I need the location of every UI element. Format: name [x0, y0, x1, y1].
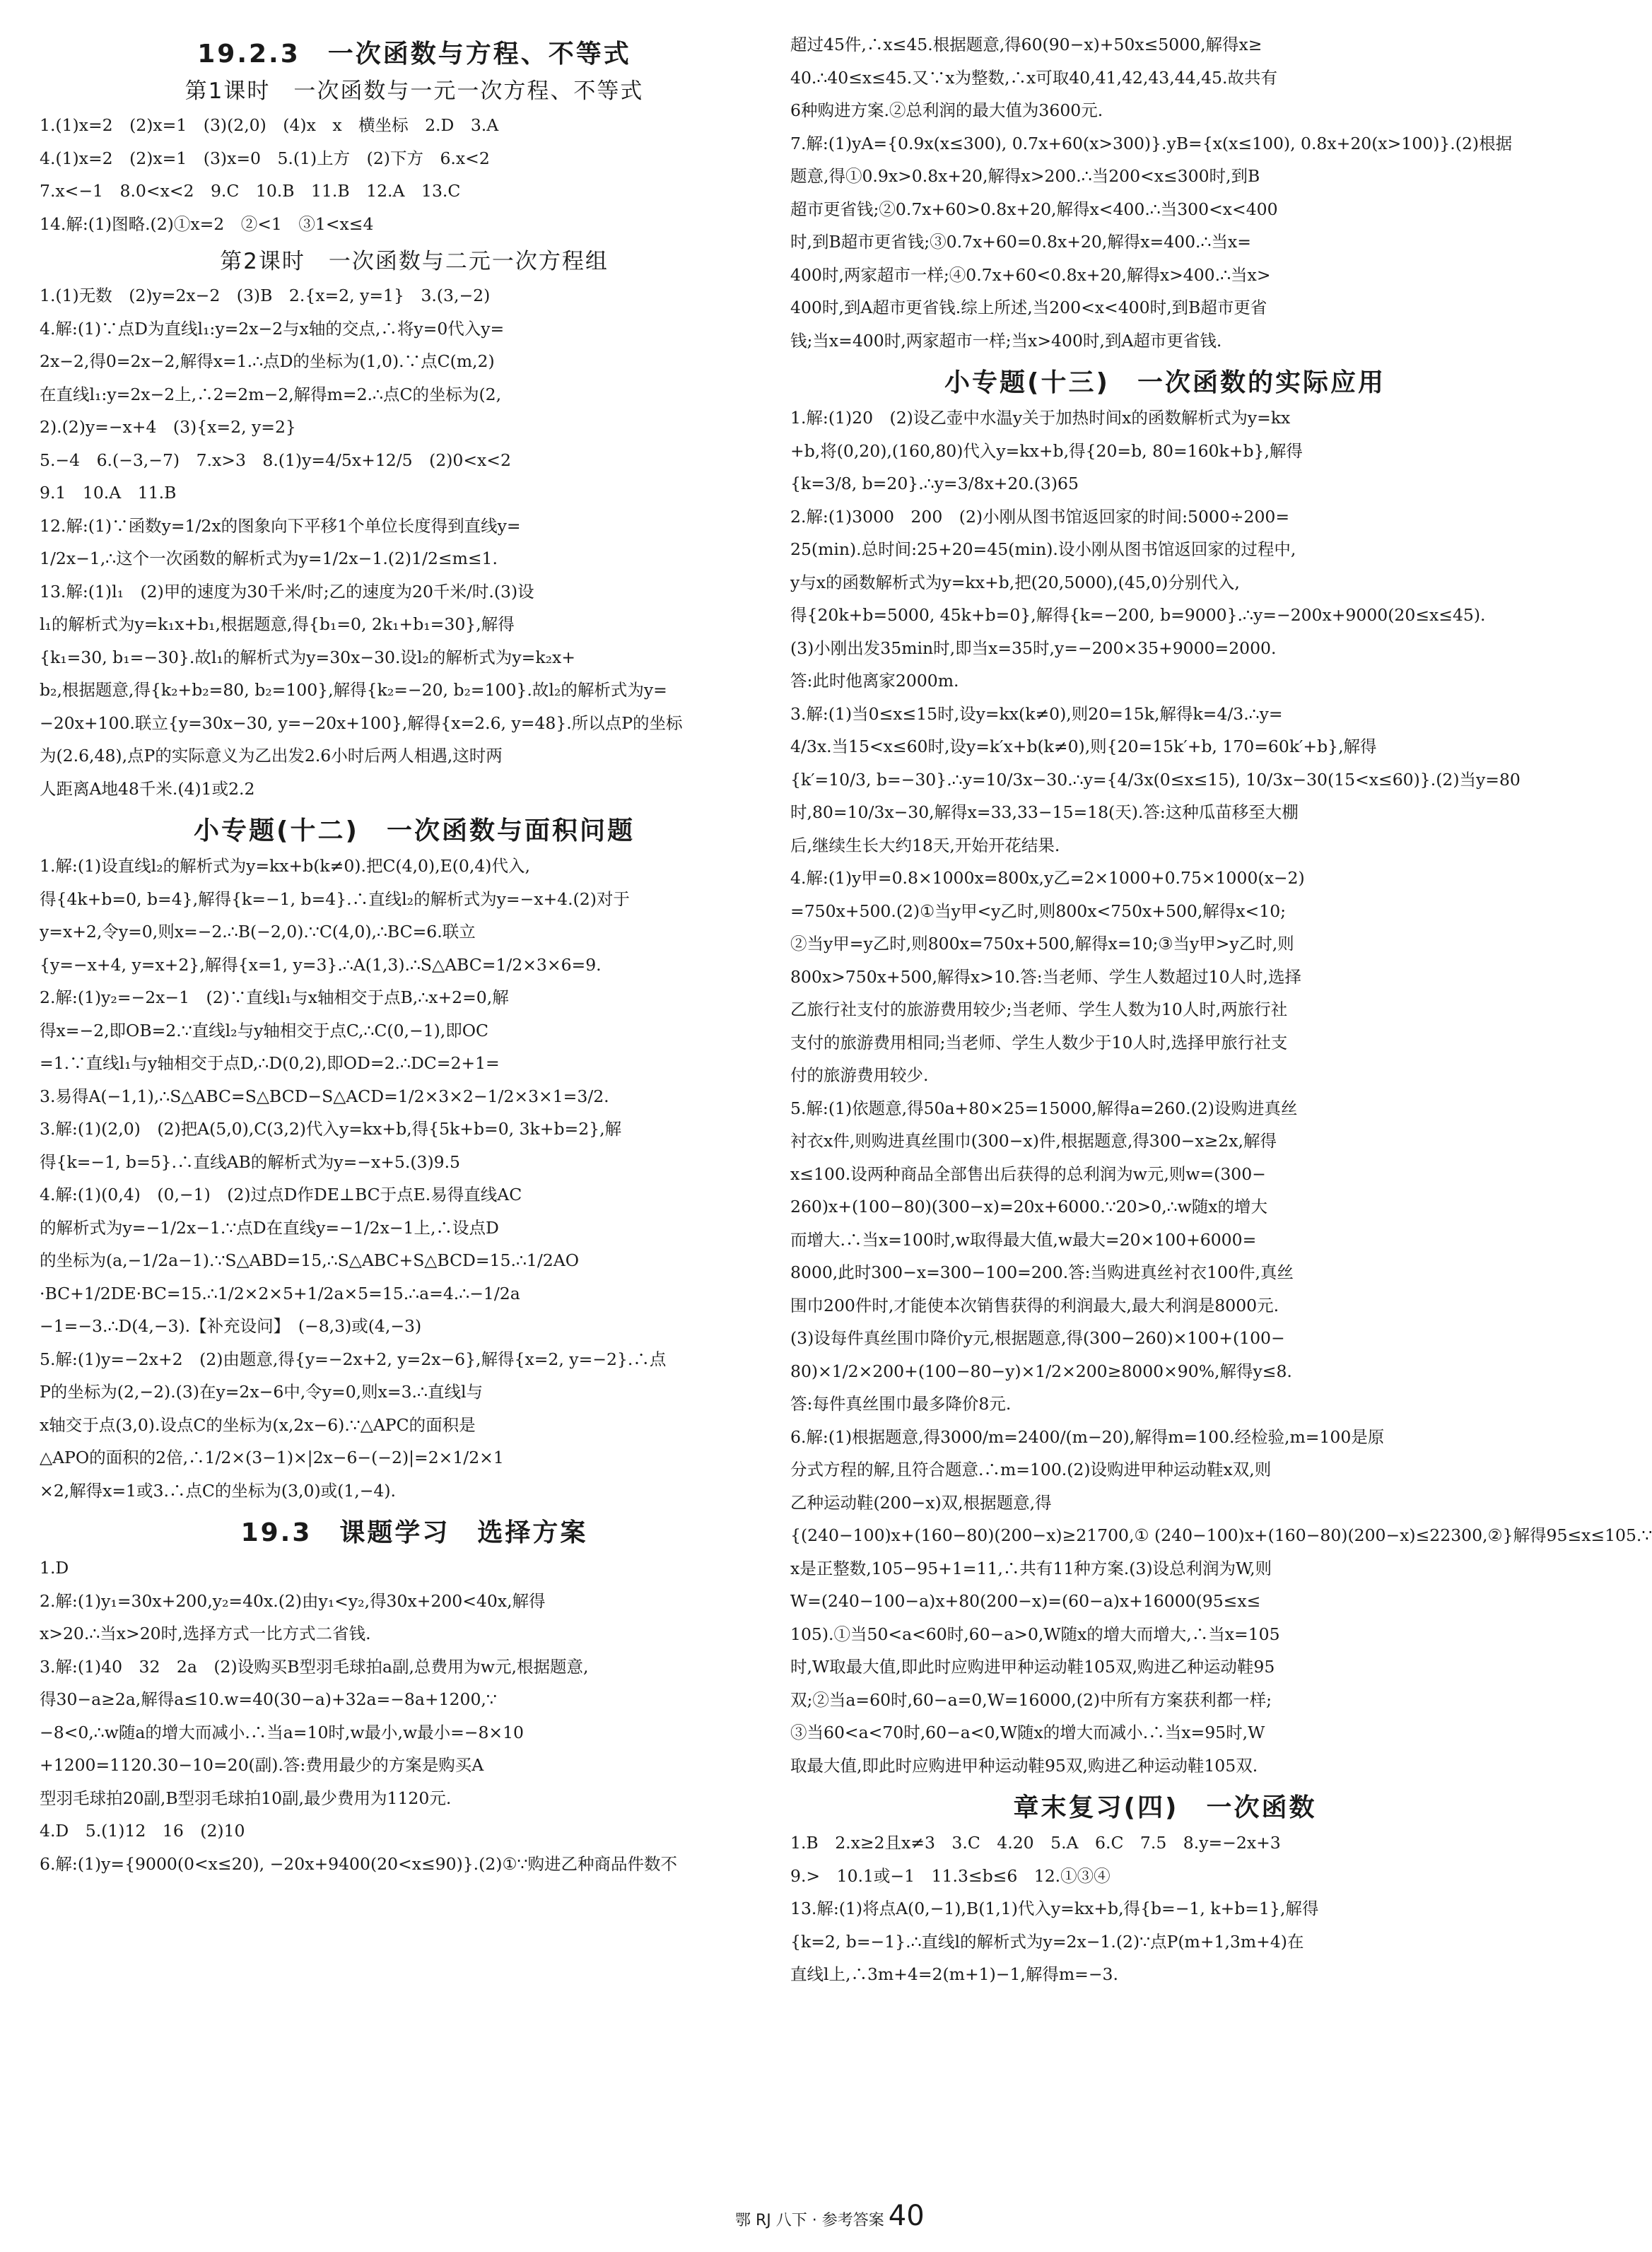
- answer-line: 得30−a≥2a,解得a≤10.w=40(30−a)+32a=−8a+1200,∵: [40, 1689, 497, 1709]
- answer-line: 超市更省钱;②0.7x+60>0.8x+20,解得x<400.∴当300<x<400: [790, 199, 1278, 219]
- answer-line: 时,W取最大值,即此时应购进甲种运动鞋105双,购进乙种运动鞋95: [790, 1657, 1275, 1677]
- answer-line: 后,继续生长大约18天,开始开花结果.: [790, 835, 1060, 855]
- section-title: 小专题(十三) 一次函数的实际应用: [944, 368, 1386, 397]
- answer-line: 双;②当a=60时,60−a=0,W=16000,(2)中所有方案获利都一样;: [790, 1689, 1272, 1710]
- answer-line: 衬衣x件,则购进真丝围巾(300−x)件,根据题意,得300−x≥2x,解得: [790, 1131, 1277, 1151]
- answer-line: 25(min).总时间:25+20=45(min).设小刚从图书馆返回家的过程中,: [790, 539, 1296, 559]
- answer-line: 1.(1)x=2 (2)x=1 (3)(2,0) (4)x x 横坐标 2.D 3.A: [40, 115, 499, 135]
- page-footer: [735, 2200, 925, 2232]
- answer-line: 时,80=10/3x−30,解得x=33,33−15=18(天).答:这种瓜苗移至大棚: [790, 802, 1299, 822]
- answer-line: 800x>750x+500,解得x>10.答:当老师、学生人数超过10人时,选择: [790, 966, 1302, 987]
- answer-line: 260)x+(100−80)(300−x)=20x+6000.∵20>0,∴w随x的增大: [790, 1197, 1267, 1216]
- answer-line: 13.解:(1)l₁ (2)甲的速度为30千米/时;乙的速度为20千米/时.(3)设: [40, 581, 534, 602]
- answer-line: 1.(1)无数 (2)y=2x−2 (3)B 2.{x=2, y=1} 3.(3,−2): [40, 286, 491, 305]
- answer-line: 1.解:(1)设直线l₂的解析式为y=kx+b(k≠0).把C(4,0),E(0,4)代入,: [40, 856, 530, 876]
- answer-line: =750x+500.(2)①当y甲<y乙时,则800x<750x+500,解得x<10;: [790, 901, 1287, 921]
- answer-line: 付的旅游费用较少.: [790, 1065, 929, 1085]
- answer-line: 6.解:(1)y={9000(0<x≤20), −20x+9400(20<x≤90)}.(2)①∵购进乙种商品件数不: [40, 1853, 677, 1874]
- answer-line: 4.解:(1)y甲=0.8×1000x=800x,y乙=2×1000+0.75×1000(x−2): [790, 868, 1305, 888]
- answer-line: 2x−2,得0=2x−2,解得x=1.∴点D的坐标为(1,0).∵点C(m,2): [40, 351, 495, 371]
- answer-line: {k=3/8, b=20}.∴y=3/8x+20.(3)65: [790, 474, 1079, 493]
- answer-line: 得{20k+b=5000, 45k+b=0},解得{k=−200, b=9000}.∴y=−200x+9000(20≤x≤45).: [790, 605, 1486, 625]
- answer-line: 1.B 2.x≥2且x≠3 3.C 4.20 5.A 6.C 7.5 8.y=−2x+3: [790, 1833, 1281, 1853]
- answer-line: 1/2x−1,∴这个一次函数的解析式为y=1/2x−1.(2)1/2≤m≤1.: [40, 549, 498, 568]
- answer-line: 得{k=−1, b=5}.∴直线AB的解析式为y=−x+5.(3)9.5: [40, 1151, 460, 1172]
- answer-line: 4.D 5.(1)12 16 (2)10: [40, 1821, 245, 1841]
- answer-line: −20x+100.联立{y=30x−30, y=−20x+100},解得{x=2.6, y=48}.所以点P的坐标: [40, 712, 683, 733]
- answer-line: b₂,根据题意,得{k₂+b₂=80, b₂=100},解得{k₂=−20, b₂=100}.故l₂的解析式为y=: [40, 680, 667, 700]
- page-number: 40: [888, 2200, 925, 2232]
- answer-line: ③当60<a<70时,60−a<0,W随x的增大而减小.∴当x=95时,W: [790, 1723, 1265, 1742]
- answer-line: 超过45件,∴x≤45.根据题意,得60(90−x)+50x≤5000,解得x≥: [790, 35, 1263, 54]
- answer-line: 而增大.∴当x=100时,w取得最大值,w最大=20×100+6000=: [790, 1229, 1257, 1250]
- answer-line: −8<0,∴w随a的增大而减小.∴当a=10时,w最小,w最小=−8×10: [40, 1722, 524, 1742]
- answer-line: 答:每件真丝围巾最多降价8元.: [790, 1394, 1012, 1414]
- section-title: 章末复习(四) 一次函数: [1013, 1793, 1317, 1822]
- answer-line: 5.−4 6.(−3,−7) 7.x>3 8.(1)y=4/5x+12/5 (2)0<x<2: [40, 450, 511, 470]
- answer-line: 7.解:(1)yA={0.9x(x≤300), 0.7x+60(x>300)}.yB={x(x≤100), 0.8x+20(x>100)}.(2)根据: [790, 133, 1513, 153]
- answer-line: △APO的面积的2倍,∴1/2×(3−1)×|2x−6−(−2)|=2×1/2×1: [40, 1448, 504, 1467]
- answer-line: 2.解:(1)y₁=30x+200,y₂=40x.(2)由y₁<y₂,得30x+200<40x,解得: [40, 1590, 546, 1611]
- answer-line: 1.解:(1)20 (2)设乙壶中水温y关于加热时间x的函数解析式为y=kx: [790, 408, 1291, 428]
- answer-line: x≤100.设两种商品全部售出后获得的总利润为w元,则w=(300−: [790, 1163, 1266, 1184]
- answer-line: 人距离A地48千米.(4)1或2.2: [40, 778, 255, 799]
- answer-line: {k′=10/3, b=−30}.∴y=10/3x−30.∴y={4/3x(0≤x≤15), 10/3x−30(15<x≤60)}.(2)当y=80: [790, 769, 1521, 790]
- answer-line: 的坐标为(a,−1/2a−1).∵S△ABD=15,∴S△ABC+S△BCD=15.∴1/2AO: [40, 1250, 579, 1270]
- answer-line: 为(2.6,48),点P的实际意义为乙出发2.6小时后两人相遇,这时两: [40, 746, 503, 766]
- answer-line: +1200=1120.30−10=20(副).答:费用最少的方案是购买A: [40, 1755, 484, 1775]
- answer-line: 得{4k+b=0, b=4},解得{k=−1, b=4}.∴直线l₂的解析式为y=−x+4.(2)对于: [40, 889, 630, 909]
- answer-line: 4/3x.当15<x≤60时,设y=k′x+b(k≠0),则{20=15k′+b, 170=60k′+b},解得: [790, 737, 1377, 756]
- right-column: [790, 28, 1652, 1991]
- answer-line: 的解析式为y=−1/2x−1.∵点D在直线y=−1/2x−1上,∴设点D: [40, 1217, 499, 1238]
- answer-line: 8000,此时300−x=300−100=200.答:当购进真丝衬衣100件,真丝: [790, 1262, 1294, 1282]
- answer-line: 13.解:(1)将点A(0,−1),B(1,1)代入y=kx+b,得{b=−1, k+b=1},解得: [790, 1899, 1319, 1918]
- answer-line: 分式方程的解,且符合题意.∴m=100.(2)设购进甲种运动鞋x双,则: [790, 1460, 1272, 1479]
- answer-line: 直线l上,∴3m+4=2(m+1)−1,解得m=−3.: [790, 1964, 1118, 1984]
- answer-line: y=x+2,令y=0,则x=−2.∴B(−2,0).∵C(4,0),∴BC=6.联立: [40, 922, 476, 942]
- answer-line: 4.解:(1)∵点D为直线l₁:y=2x−2与x轴的交点,∴将y=0代入y=: [40, 318, 505, 339]
- answer-line: {k₁=30, b₁=−30}.故l₁的解析式为y=30x−30.设l₂的解析式为y=k₂x+: [40, 647, 575, 667]
- answer-line: 9.> 10.1或−1 11.3≤b≤6 12.①③④: [790, 1865, 1111, 1886]
- answer-line: 105).①当50<a<60时,60−a>0,W随x的增大而增大,∴当x=105: [790, 1624, 1280, 1644]
- answer-line: 9.1 10.A 11.B: [40, 483, 177, 503]
- answer-line: 7.x<−1 8.0<x<2 9.C 10.B 11.B 12.A 13.C: [40, 181, 461, 201]
- answer-line: {(240−100)x+(160−80)(200−x)≥21700,① (240−100)x+(160−80)(200−x)≤22300,②}解得95≤x≤105.∵: [790, 1525, 1652, 1545]
- section-title: 19.3 课题学习 选择方案: [240, 1518, 588, 1547]
- answer-line: x是正整数,105−95+1=11,∴共有11种方案.(3)设总利润为W,则: [790, 1558, 1272, 1578]
- answer-line: x轴交于点(3,0).设点C的坐标为(x,2x−6).∵△APC的面积是: [40, 1414, 476, 1435]
- answer-line: 4.解:(1)(0,4) (0,−1) (2)过点D作DE⊥BC于点E.易得直线AC: [40, 1185, 522, 1204]
- answer-line: 40.∴40≤x≤45.又∵x为整数,∴x可取40,41,42,43,44,45.故共有: [790, 67, 1277, 88]
- answer-line: 3.解:(1)40 32 2a (2)设购买B型羽毛球拍a副,总费用为w元,根据题意,: [40, 1656, 589, 1677]
- answer-line: =1.∵直线l₁与y轴相交于点D,∴D(0,2),即OD=2.∴DC=2+1=: [40, 1053, 500, 1073]
- answer-line: 6种购进方案.②总利润的最大值为3600元.: [790, 100, 1103, 120]
- answer-line: 3.解:(1)(2,0) (2)把A(5,0),C(3,2)代入y=kx+b,得{5k+b=0, 3k+b=2},解: [40, 1119, 622, 1139]
- answer-line: 400时,两家超市一样;④0.7x+60<0.8x+20,解得x>400.∴当x>: [790, 264, 1271, 285]
- answer-line: 取最大值,即此时应购进甲种运动鞋95双,购进乙种运动鞋105双.: [790, 1755, 1258, 1776]
- section-title: 19.2.3 一次函数与方程、不等式: [197, 40, 631, 69]
- left-column: [40, 28, 789, 1880]
- footer-label: 鄂 RJ 八下 · 参考答案: [735, 2212, 884, 2229]
- answer-line: 400时,到A超市更省钱.综上所述,当200<x<400时,到B超市更省: [790, 298, 1267, 317]
- answer-line: ×2,解得x=1或3.∴点C的坐标为(3,0)或(1,−4).: [40, 1480, 396, 1501]
- answer-line: x>20.∴当x>20时,选择方式一比方式二省钱.: [40, 1624, 371, 1643]
- answer-line: P的坐标为(2,−2).(3)在y=2x−6中,令y=0,则x=3.∴直线l与: [40, 1382, 483, 1402]
- answer-line: 乙种运动鞋(200−x)双,根据题意,得: [790, 1492, 1052, 1513]
- answer-line: ②当y甲=y乙时,则800x=750x+500,解得x=10;③当y甲>y乙时,则: [790, 934, 1294, 954]
- answer-line: 在直线l₁:y=2x−2上,∴2=2m−2,解得m=2.∴点C的坐标为(2,: [40, 384, 502, 404]
- answer-line: 支付的旅游费用相同;当老师、学生人数少于10人时,选择甲旅行社支: [790, 1032, 1288, 1052]
- answer-line: 钱;当x=400时,两家超市一样;当x>400时,到A超市更省钱.: [790, 330, 1222, 351]
- answer-line: +b,将(0,20),(160,80)代入y=kx+b,得{20=b, 80=160k+b},解得: [790, 440, 1303, 461]
- answer-line: 80)×1/2×200+(100−80−y)×1/2×200≥8000×90%,解得y≤8.: [790, 1361, 1292, 1381]
- answer-line: W=(240−100−a)x+80(200−x)=(60−a)x+16000(95≤x≤: [790, 1591, 1261, 1611]
- answer-line: 答:此时他离家2000m.: [790, 671, 959, 691]
- answer-line: ·BC+1/2DE·BC=15.∴1/2×2×5+1/2a×5=15.∴a=4.∴−1/2a: [40, 1283, 520, 1303]
- answer-line: −1=−3.∴D(4,−3).【补充设问】 (−8,3)或(4,−3): [40, 1316, 422, 1336]
- answer-line: 围巾200件时,才能使本次销售获得的利润最大,最大利润是8000元.: [790, 1295, 1279, 1315]
- answer-line: 5.解:(1)依题意,得50a+80×25=15000,解得a=260.(2)设购进真丝: [790, 1098, 1298, 1118]
- answer-line: (3)设每件真丝围巾降价y元,根据题意,得(300−260)×100+(100−: [790, 1328, 1285, 1348]
- answer-line: 时,到B超市更省钱;③0.7x+60=0.8x+20,解得x=400.∴当x=: [790, 232, 1251, 252]
- answer-line: 乙旅行社支付的旅游费用较少;当老师、学生人数为10人时,两旅行社: [790, 999, 1288, 1019]
- answer-line: 型羽毛球拍20副,B型羽毛球拍10副,最少费用为1120元.: [40, 1788, 452, 1808]
- answer-line: 题意,得①0.9x>0.8x+20,解得x>200.∴当200<x≤300时,到B: [790, 166, 1260, 186]
- section-title: 小专题(十二) 一次函数与面积问题: [194, 816, 635, 845]
- answer-line: 6.解:(1)根据题意,得3000/m=2400/(m−20),解得m=100.经检验,m=100是原: [790, 1426, 1385, 1447]
- lesson-subtitle: 第1课时 一次函数与一元一次方程、不等式: [184, 78, 644, 104]
- answer-line: 5.解:(1)y=−2x+2 (2)由题意,得{y=−2x+2, y=2x−6},解得{x=2, y=−2}.∴点: [40, 1349, 667, 1369]
- answer-line: 3.易得A(−1,1),∴S△ABC=S△BCD−S△ACD=1/2×3×2−1/2×3×1=3/2.: [40, 1086, 609, 1106]
- answer-line: 1.D: [40, 1558, 69, 1578]
- answer-line: 3.解:(1)当0≤x≤15时,设y=kx(k≠0),则20=15k,解得k=4/3.∴y=: [790, 703, 1283, 724]
- answer-line: {k=2, b=−1}.∴直线l的解析式为y=2x−1.(2)∵点P(m+1,3m+4)在: [790, 1931, 1304, 1952]
- answer-line: y与x的函数解析式为y=kx+b,把(20,5000),(45,0)分别代入,: [790, 572, 1240, 592]
- answer-line: l₁的解析式为y=k₁x+b₁,根据题意,得{b₁=0, 2k₁+b₁=30},解得: [40, 614, 515, 634]
- answer-line: 2).(2)y=−x+4 (3){x=2, y=2}: [40, 417, 296, 437]
- answer-line: 2.解:(1)3000 200 (2)小刚从图书馆返回家的时间:5000÷200=: [790, 506, 1290, 527]
- answer-line: 4.(1)x=2 (2)x=1 (3)x=0 5.(1)上方 (2)下方 6.x<2: [40, 148, 490, 168]
- answer-line: {y=−x+4, y=x+2},解得{x=1, y=3}.∴A(1,3).∴S△ABC=1/2×3×6=9.: [40, 954, 602, 975]
- answer-line: 12.解:(1)∵函数y=1/2x的图象向下平移1个单位长度得到直线y=: [40, 515, 521, 536]
- answer-line: 得x=−2,即OB=2.∵直线l₂与y轴相交于点C,∴C(0,−1),即OC: [40, 1020, 489, 1040]
- answer-line: (3)小刚出发35min时,即当x=35时,y=−200×35+9000=2000.: [790, 638, 1277, 658]
- answer-line: 14.解:(1)图略.(2)①x=2 ②<1 ③1<x≤4: [40, 213, 374, 234]
- answer-line: 2.解:(1)y₂=−2x−1 (2)∵直线l₁与x轴相交于点B,∴x+2=0,解: [40, 987, 509, 1007]
- lesson-subtitle: 第2课时 一次函数与二元一次方程组: [220, 249, 609, 274]
